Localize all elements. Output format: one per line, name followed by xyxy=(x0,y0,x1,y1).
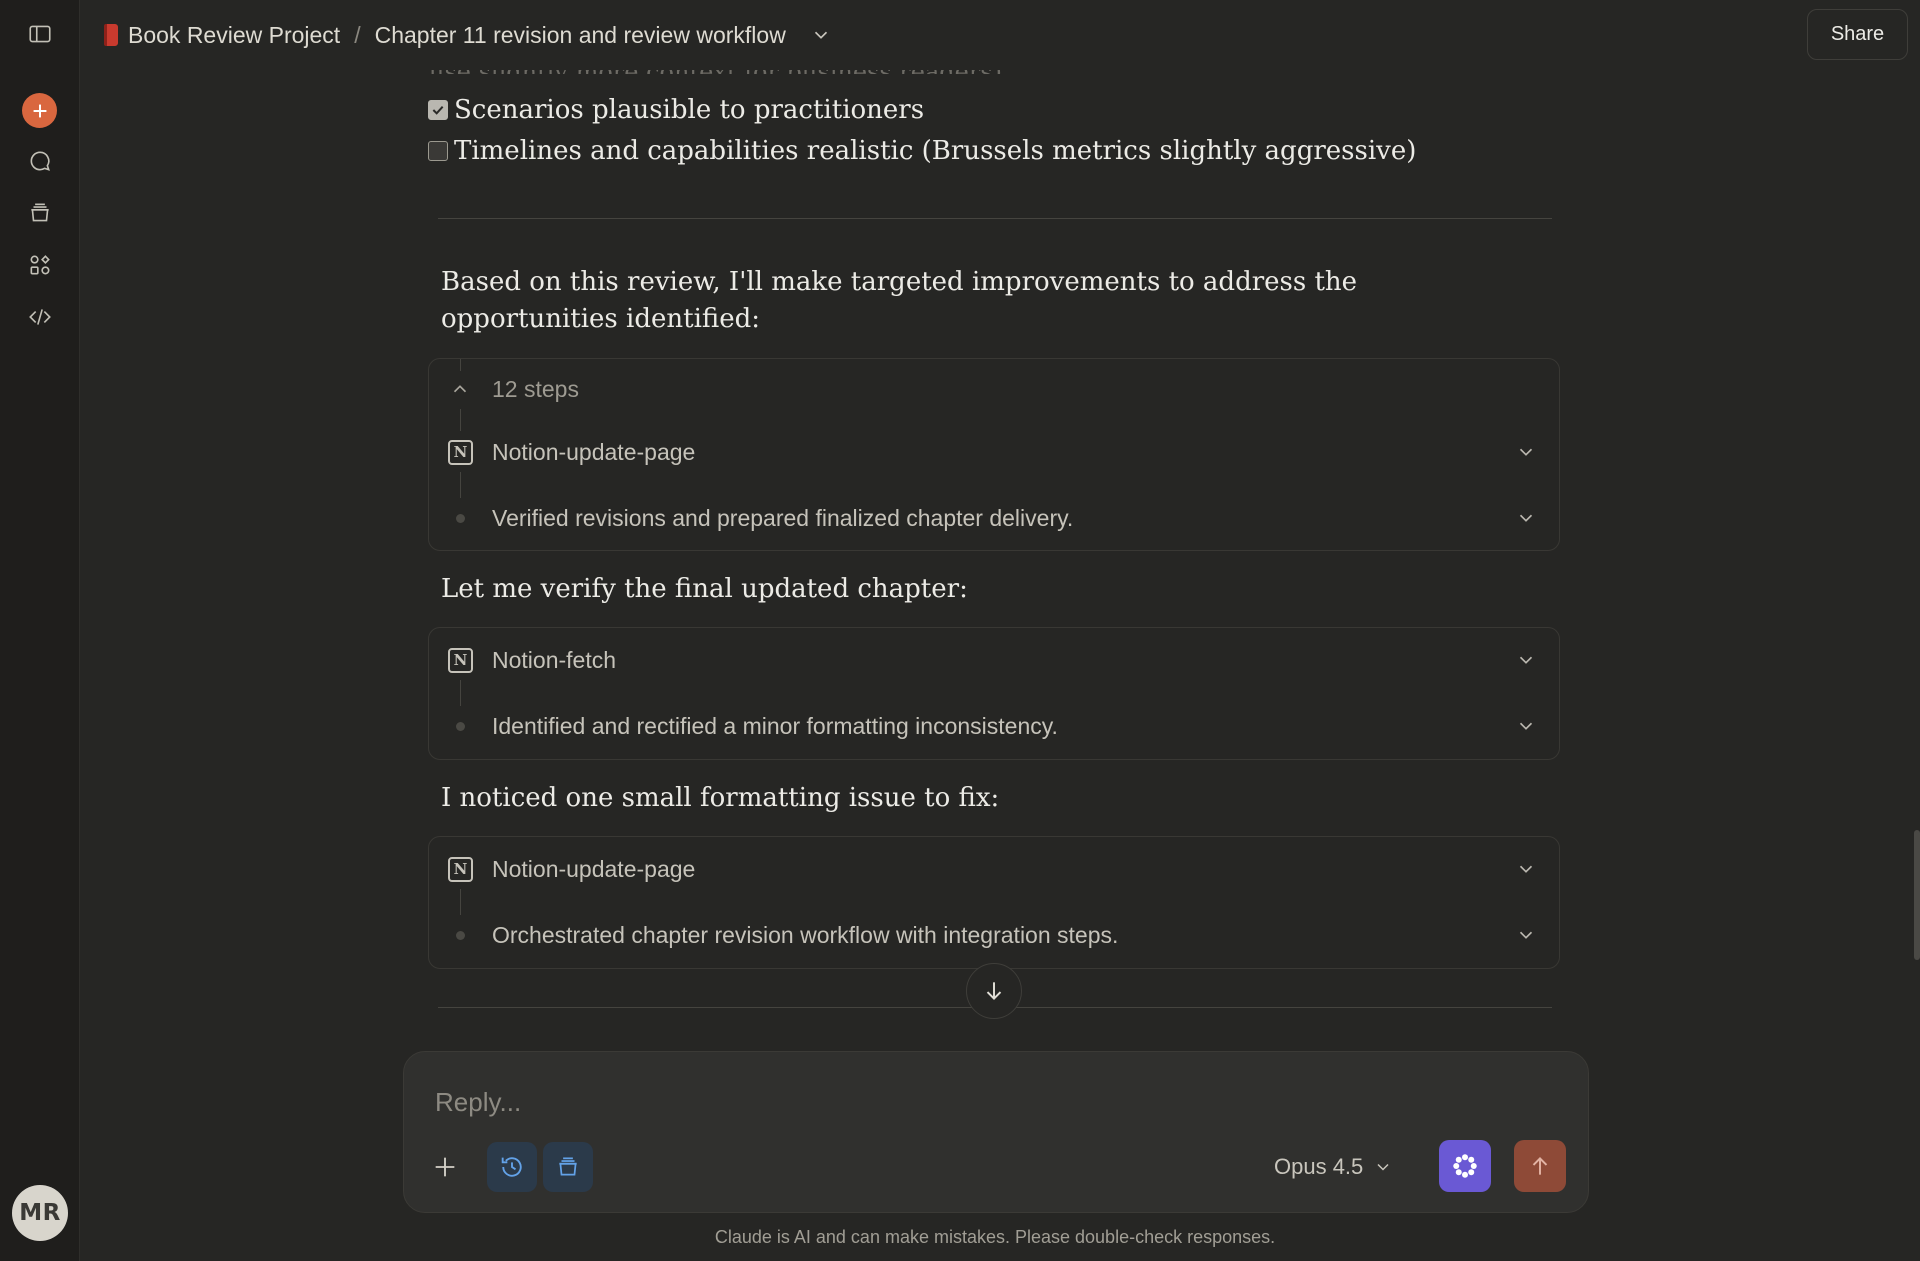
assistant-paragraph: Based on this review, I'll make targeted improvements to address the opportunities identified: xyxy=(441,267,1358,334)
arrow-up-icon xyxy=(1527,1153,1553,1179)
tool-call-row[interactable] xyxy=(429,640,1559,680)
summary-row[interactable] xyxy=(429,706,1559,746)
disclaimer: Claude is AI and can make mistakes. Please double-check responses. xyxy=(714,1227,1276,1247)
project-link[interactable]: Book Review Project xyxy=(128,21,341,48)
sidebar-toggle-icon[interactable] xyxy=(20,14,60,54)
checklist-label: Scenarios plausible to practitioners xyxy=(454,95,925,125)
research-toggle-button[interactable] xyxy=(487,1142,537,1192)
chevron-down-icon xyxy=(1515,715,1537,737)
tool-name: Notion-fetch xyxy=(492,646,617,673)
scroll-to-bottom-button[interactable] xyxy=(966,963,1022,1019)
tool-summary: Verified revisions and prepared finalized chapter delivery. xyxy=(492,504,1074,531)
composer xyxy=(403,1051,1589,1213)
add-attachment-button[interactable] xyxy=(420,1142,470,1192)
arrow-down-icon xyxy=(981,978,1007,1004)
timeline-dot xyxy=(456,514,465,523)
book-icon xyxy=(104,24,118,46)
timeline-line xyxy=(460,472,461,498)
timeline-dot xyxy=(456,931,465,940)
breadcrumb xyxy=(104,20,832,50)
summary-row[interactable] xyxy=(429,915,1559,955)
send-button[interactable] xyxy=(1514,1140,1566,1192)
tool-summary: Identified and rectified a minor formatting inconsistency. xyxy=(492,712,1058,739)
timeline-line xyxy=(460,889,461,915)
tool-card xyxy=(428,627,1560,760)
chevron-down-icon xyxy=(1515,924,1537,946)
plus-icon xyxy=(29,100,51,122)
project-knowledge-button[interactable] xyxy=(543,1142,593,1192)
code-icon[interactable] xyxy=(20,297,60,337)
tool-summary: Orchestrated chapter revision workflow with integration steps. xyxy=(492,921,1119,948)
chevron-up-icon xyxy=(449,378,471,400)
chevron-down-icon xyxy=(1373,1157,1393,1177)
avatar[interactable]: MR xyxy=(12,1185,68,1241)
chevron-down-icon xyxy=(1515,507,1537,529)
reply-input[interactable] xyxy=(435,1080,1235,1124)
new-chat-button[interactable] xyxy=(22,93,57,128)
check-icon xyxy=(430,102,446,118)
checkbox-checked[interactable] xyxy=(428,100,448,120)
assistant-paragraph: Let me verify the final updated chapter: xyxy=(441,574,968,604)
artifacts-icon[interactable] xyxy=(20,245,60,285)
chat-menu-button[interactable] xyxy=(810,24,832,46)
assistant-paragraph: I noticed one small formatting issue to fix: xyxy=(441,783,1000,813)
chevron-down-icon xyxy=(1515,649,1537,671)
plus-icon xyxy=(431,1153,459,1181)
tool-call-row[interactable] xyxy=(429,432,1559,472)
steps-count: 12 steps xyxy=(492,375,579,402)
projects-icon xyxy=(555,1154,581,1180)
model-name: Opus 4.5 xyxy=(1274,1154,1364,1179)
timeline-dot xyxy=(456,722,465,731)
checklist-item xyxy=(428,95,924,125)
extension-button[interactable] xyxy=(1439,1140,1491,1192)
share-button[interactable]: Share xyxy=(1807,9,1908,60)
chat-title[interactable]: Chapter 11 revision and review workflow xyxy=(374,21,786,48)
model-selector[interactable] xyxy=(1274,1149,1393,1185)
checklist-item xyxy=(428,136,1416,166)
steps-toggle[interactable] xyxy=(429,369,729,409)
timeline-line xyxy=(460,680,461,706)
tool-name: Notion-update-page xyxy=(492,438,696,465)
top-header xyxy=(80,0,1920,70)
chevron-down-icon xyxy=(1515,858,1537,880)
notion-icon: N xyxy=(448,440,473,465)
scrollbar[interactable] xyxy=(1914,830,1920,960)
left-sidebar xyxy=(0,0,80,1261)
chats-icon[interactable] xyxy=(20,141,60,181)
tool-name: Notion-update-page xyxy=(492,855,696,882)
timeline-line xyxy=(460,409,461,431)
tool-steps-card xyxy=(428,358,1560,551)
breadcrumb-separator: / xyxy=(354,21,361,48)
divider xyxy=(438,218,1552,219)
summary-row[interactable] xyxy=(429,498,1559,538)
chevron-down-icon xyxy=(1515,441,1537,463)
tool-call-row[interactable] xyxy=(429,849,1559,889)
flower-icon xyxy=(1450,1151,1480,1181)
notion-icon: N xyxy=(448,857,473,882)
tool-card xyxy=(428,836,1560,969)
checklist-label: Timelines and capabilities realistic (Brussels metrics slightly aggressive) xyxy=(454,136,1417,166)
projects-icon[interactable] xyxy=(20,193,60,233)
chevron-down-icon xyxy=(810,24,832,46)
clock-icon xyxy=(498,1153,526,1181)
notion-icon: N xyxy=(448,648,473,673)
checkbox-unchecked[interactable] xyxy=(428,141,448,161)
